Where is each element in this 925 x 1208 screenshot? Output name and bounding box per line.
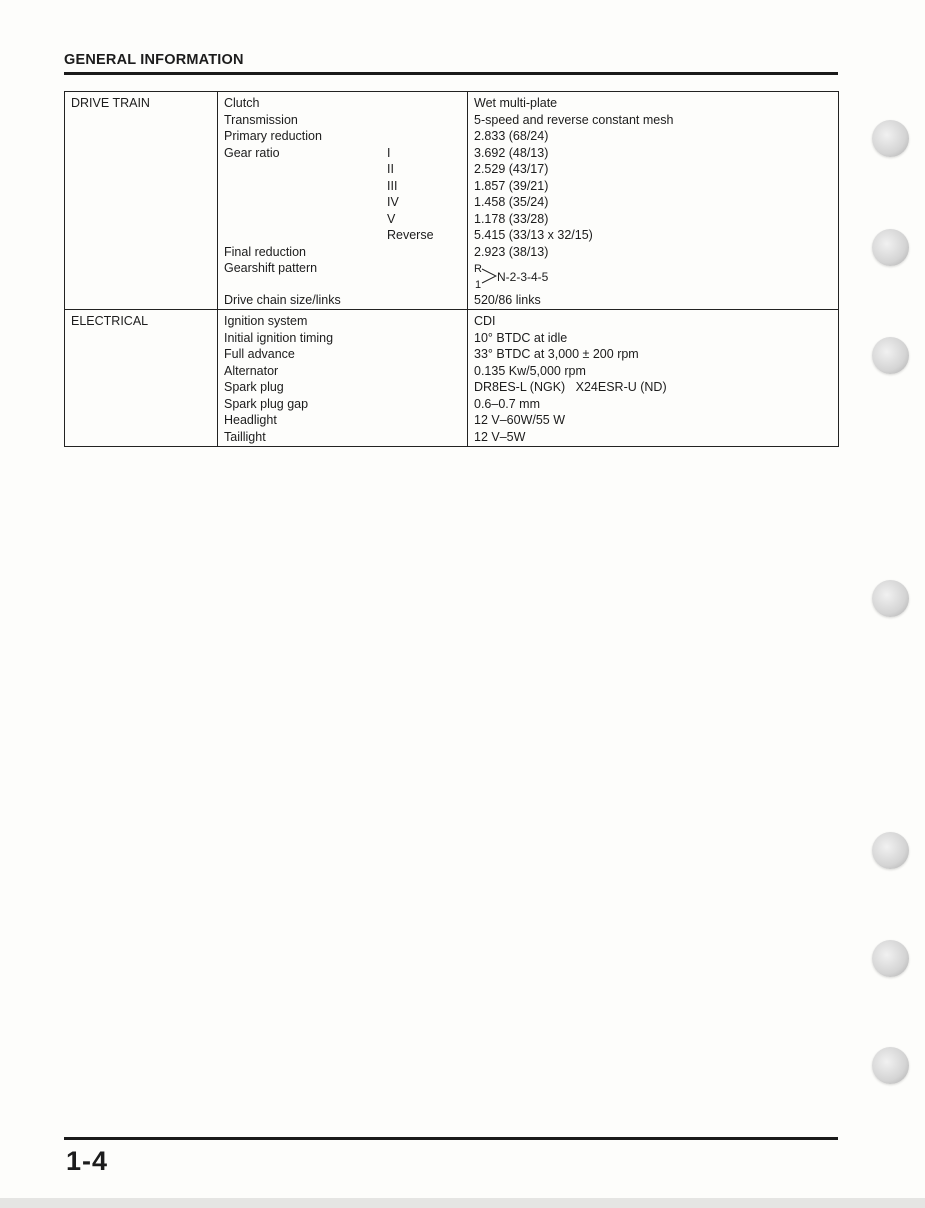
item-label xyxy=(224,194,461,211)
gear-label: II xyxy=(387,162,394,176)
item-label: Spark plug xyxy=(224,380,284,394)
gear-label: Reverse xyxy=(387,228,434,242)
item-value: 1.857 (39/21) xyxy=(474,178,549,193)
item-value: 0.135 Kw/5,000 rpm xyxy=(474,363,586,378)
item-label: Ignition system xyxy=(224,314,308,328)
binder-hole xyxy=(872,832,909,869)
item-value: 2.833 (68/24) xyxy=(474,129,549,143)
item-value: 5-speed and reverse constant mesh xyxy=(474,112,674,127)
footer-rule xyxy=(64,1137,838,1140)
item-value: 1.458 (35/24) xyxy=(474,195,549,209)
item-label: Full advance xyxy=(224,347,295,361)
item-label: Final reduction xyxy=(224,244,306,259)
gear-label: IV xyxy=(387,195,399,209)
item-value: Wet multi-plate xyxy=(474,96,558,110)
page-header-title: GENERAL INFORMATION xyxy=(64,52,244,68)
item-value: 1.178 (33/28) xyxy=(474,211,549,226)
item-value: 0.6–0.7 mm xyxy=(474,396,541,411)
value-column xyxy=(468,310,839,447)
item-value: 33° BTDC at 3,000 ± 200 rpm xyxy=(474,347,639,361)
page-number: 1-4 xyxy=(66,1146,109,1176)
item-value: 12 V–5W xyxy=(474,429,526,444)
item-value: 2.529 (43/17) xyxy=(474,162,549,176)
item-column xyxy=(218,310,468,447)
binder-hole xyxy=(872,940,909,977)
item-label: Alternator xyxy=(224,363,279,378)
item-label xyxy=(224,178,461,195)
gearshift-sequence: N-2-3-4-5 xyxy=(497,270,549,284)
section-label-cell xyxy=(65,310,218,447)
item-value: 3.692 (48/13) xyxy=(474,145,549,160)
item-label xyxy=(224,211,461,228)
item-value: DR8ES-L (NGK) X24ESR-U (ND) xyxy=(474,380,667,394)
item-value: 5.415 (33/13 x 32/15) xyxy=(474,228,593,242)
binder-hole xyxy=(872,337,909,374)
gear-label: I xyxy=(387,145,391,160)
item-label: Clutch xyxy=(224,96,260,110)
item-value: 10° BTDC at idle xyxy=(474,330,568,345)
item-label xyxy=(224,227,461,244)
binder-hole xyxy=(872,580,909,617)
item-label: Headlight xyxy=(224,413,277,427)
item-label xyxy=(224,161,461,178)
item-label: Primary reduction xyxy=(224,129,322,143)
section-row-electrical xyxy=(65,310,839,447)
header-rule xyxy=(64,72,838,75)
value-column xyxy=(468,92,839,310)
gearshift-first-label: 1 xyxy=(475,279,482,291)
item-value: 2.923 (38/13) xyxy=(474,244,549,259)
item-label: Gear ratio I xyxy=(224,145,391,160)
gear-label: V xyxy=(387,211,396,226)
binder-hole xyxy=(872,120,909,157)
gear-label: III xyxy=(387,178,398,193)
item-value: 520/86 links xyxy=(474,292,541,307)
binder-hole xyxy=(872,1047,909,1084)
binder-hole xyxy=(872,229,909,266)
section-row-drive-train xyxy=(65,92,839,310)
section-label-cell xyxy=(65,92,218,310)
item-value: 12 V–60W/55 W xyxy=(474,413,566,427)
item-label: Spark plug gap xyxy=(224,396,309,411)
gearshift-arrow-icon xyxy=(481,267,497,285)
section-label: DRIVE TRAIN xyxy=(71,96,150,110)
item-label: Taillight xyxy=(224,429,266,444)
gearshift-item-label: Gearshift pattern xyxy=(224,261,318,275)
item-label: Transmission xyxy=(224,112,298,127)
section-label: ELECTRICAL xyxy=(71,314,149,328)
gearshift-reverse-label: R xyxy=(474,263,482,275)
page-bottom-edge xyxy=(0,1198,925,1208)
gearshift-pattern xyxy=(474,260,832,292)
specifications-table xyxy=(64,91,839,447)
item-label: Drive chain size/links xyxy=(224,292,341,307)
item-value: CDI xyxy=(474,314,496,328)
item-label: Initial ignition timing xyxy=(224,330,334,345)
item-column xyxy=(218,92,468,310)
